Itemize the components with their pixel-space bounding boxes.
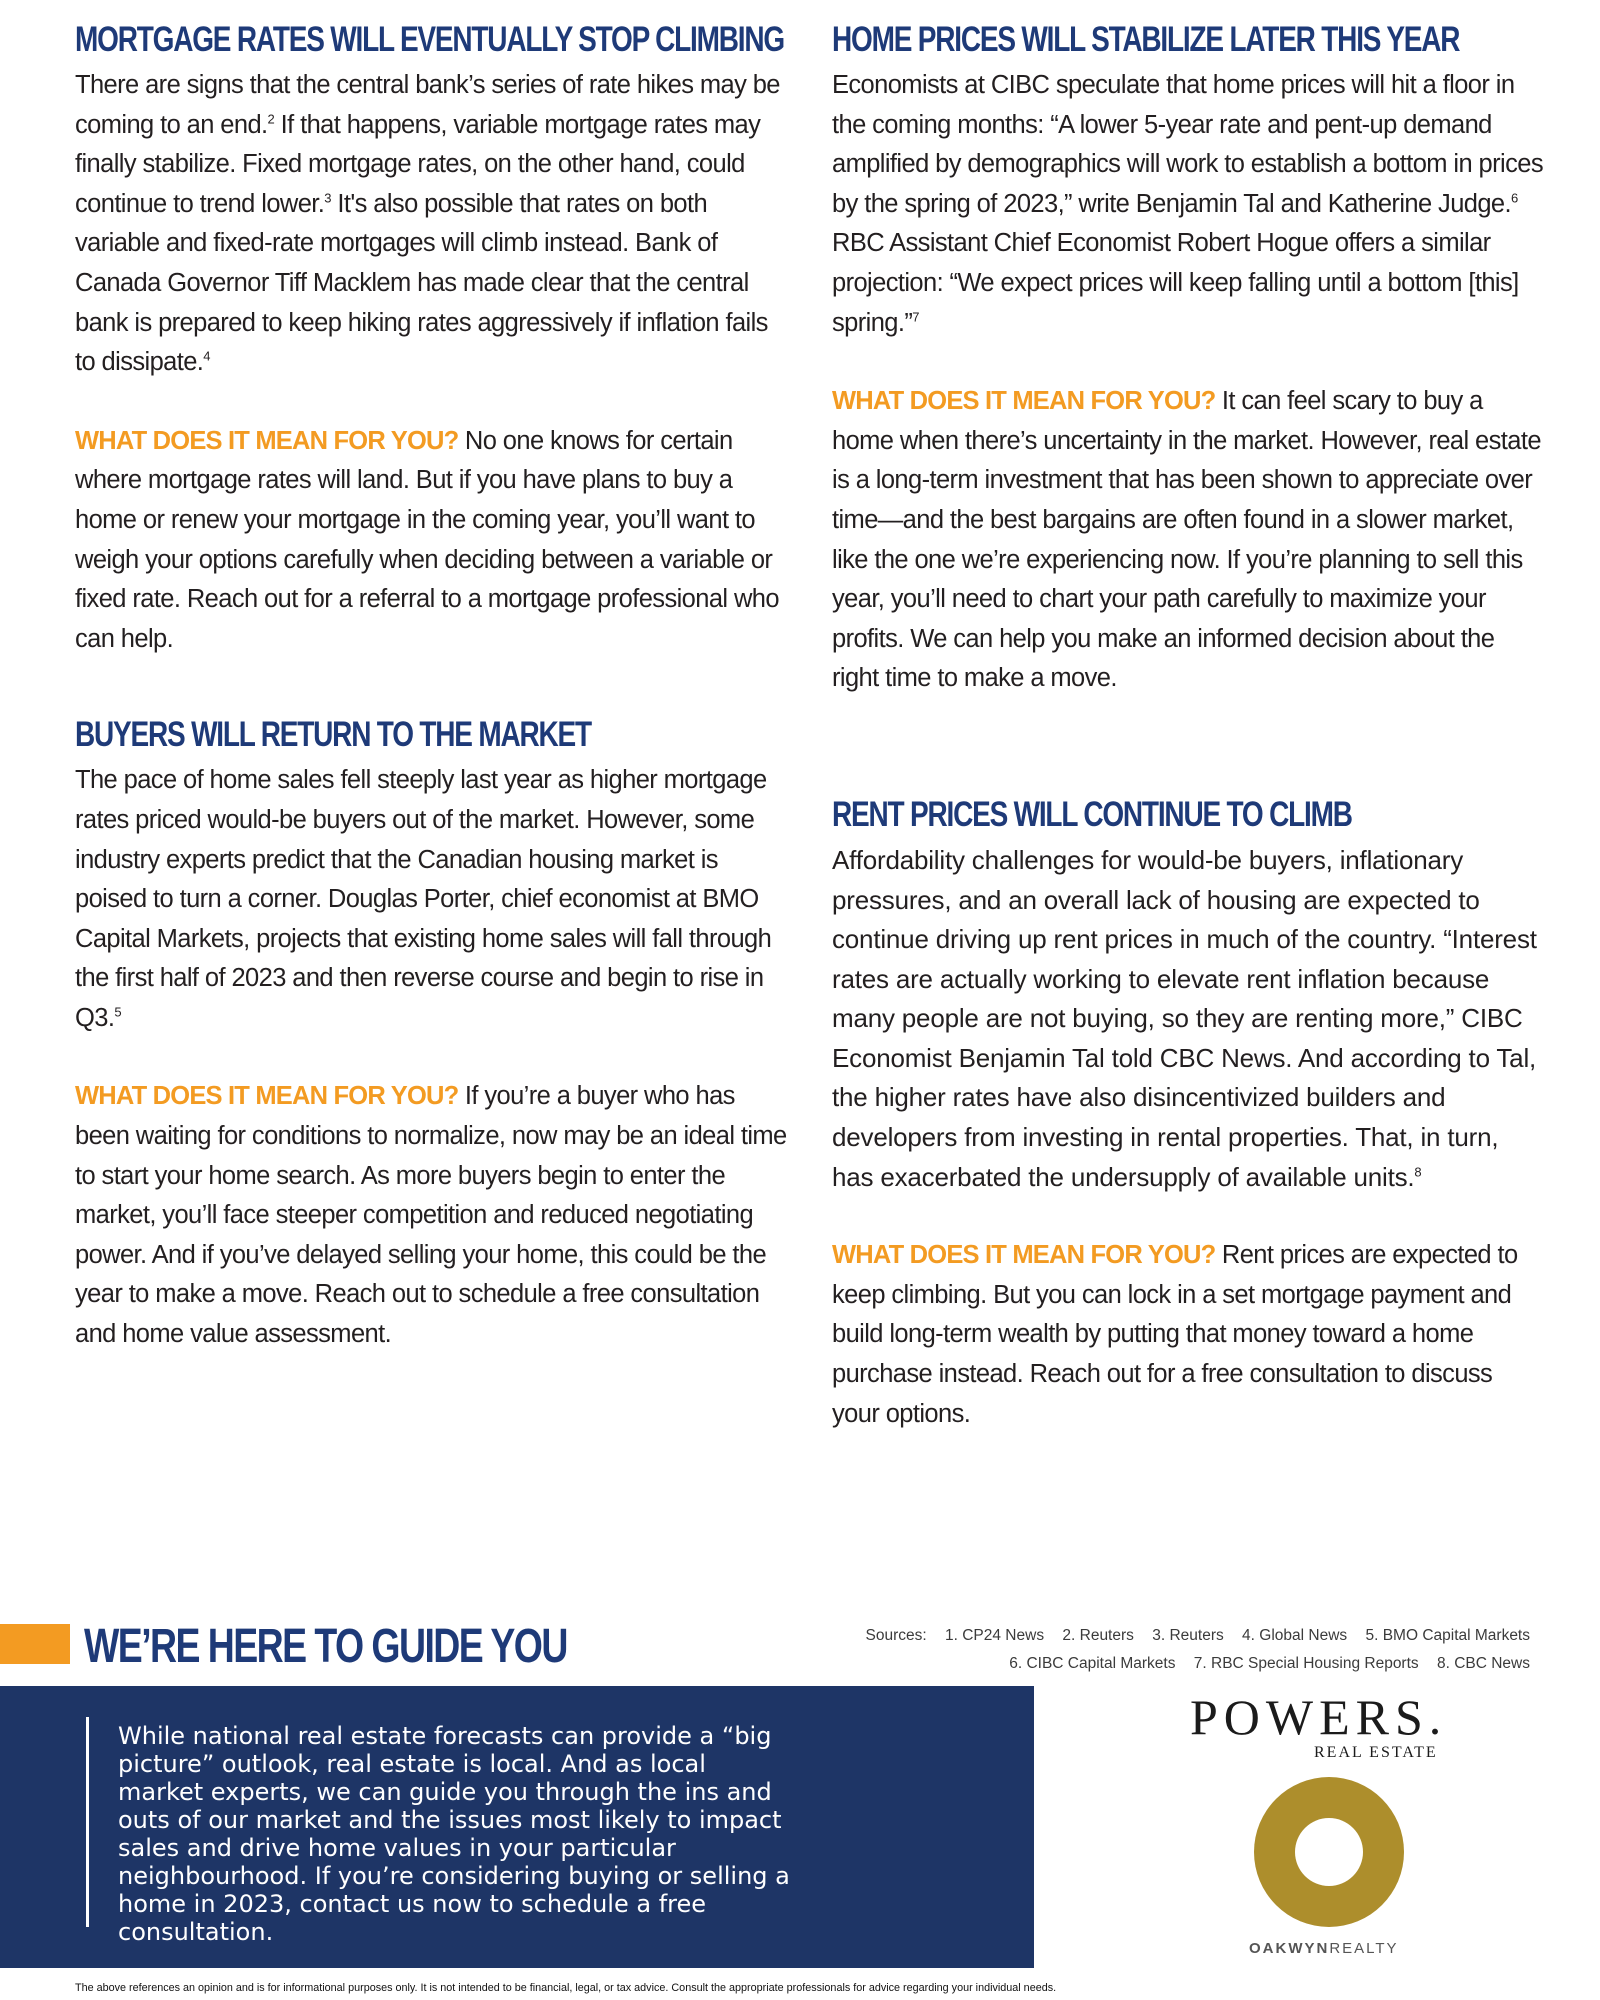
- guide-box: [0, 1686, 1034, 1968]
- section-heading: BUYERS WILL RETURN TO THE MARKET: [75, 715, 591, 755]
- meaning-paragraph: WHAT DOES IT MEAN FOR YOU? No one knows for certain where mortgage rates will land. But if you have plans to buy a home or renew your mortgage in the coming year, you’ll want to weigh your options carefully when deciding between a variable or fixed rate. Reach out for a referral to a mortgage professional who can help.: [75, 426, 779, 653]
- brand-ring-icon: [1254, 1777, 1404, 1927]
- section-buyers-return: [75, 709, 787, 1354]
- source-item: 5. BMO Capital Markets: [1365, 1627, 1530, 1644]
- brand-logo-wordmark: POWERS.: [1190, 1689, 1448, 1745]
- section-heading: RENT PRICES WILL CONTINUE TO CLIMB: [832, 794, 1352, 834]
- meaning-paragraph: WHAT DOES IT MEAN FOR YOU? If you’re a buyer who has been waiting for conditions to normalize, now may be an ideal time to start your home search. As more buyers begin to enter the market, you’ll face steeper competition and reduced negotiating power. And if you’ve delayed selling your home, this could be the year to make a move. Reach out to schedule a free consultation and home value assessment.: [75, 1082, 787, 1349]
- left-column: [75, 14, 787, 1355]
- lead-in: WHAT DOES IT MEAN FOR YOU?: [832, 1241, 1216, 1270]
- section-rent-prices: [832, 789, 1544, 1434]
- meaning-paragraph: WHAT DOES IT MEAN FOR YOU? It can feel scary to buy a home when there’s uncertainty in the market. However, real estate is a long-term investment that has been shown to appreciate over time—and the best bargains are often found in a slower market, like the one we’re experiencing now. If you’re planning to sell this year, you’ll need to chart your path carefully to maximize your profits. We can help you make an informed decision about the right time to make a move.: [832, 387, 1541, 693]
- body-paragraph: There are signs that the central bank’s series of rate hikes may be coming to an end.$^2$ If that happens, variable mortgage rates may finally stabilize. Fixed mortgage rates, on the other hand, could continue to trend lower.$^3$ It's also possible that rates on both variable and fixed-rate mortgages will climb instead. Bank of Canada Governor Tiff Macklem has made clear that the central bank is prepared to keep hiking rates aggressively if inflation fails to dissipate.$^4$: [75, 71, 780, 377]
- source-item: 3. Reuters: [1152, 1627, 1224, 1644]
- meaning-paragraph: WHAT DOES IT MEAN FOR YOU? Rent prices are expected to keep climbing. But you can lock in a set mortgage payment and build long-term wealth by putting that money toward a home purchase instead. Reach out for a free consultation to discuss your options.: [832, 1241, 1518, 1428]
- sources-row: [770, 1622, 1530, 1650]
- right-column: [832, 14, 1544, 1434]
- source-item: 8. CBC News: [1436, 1655, 1530, 1672]
- source-item: 1. CP24 News: [945, 1627, 1045, 1644]
- brand-logo-subtitle: REAL ESTATE: [1314, 1744, 1438, 1761]
- section-heading: MORTGAGE RATES WILL EVENTUALLY STOP CLIMBING: [75, 20, 784, 59]
- section-heading: HOME PRICES WILL STABILIZE LATER THIS YEAR: [832, 20, 1460, 59]
- body-paragraph: The pace of home sales fell steeply last year as higher mortgage rates priced would-be buyers out of the market. However, some industry experts predict that the Canadian housing market is poised to turn a corner. Douglas Porter, chief economist at BMO Capital Markets, projects that existing home sales will fall through the first half of 2023 and then reverse course and begin to rise in Q3.$^5$: [75, 766, 772, 1032]
- sources-row: [770, 1650, 1530, 1678]
- sources-list: [770, 1622, 1530, 1678]
- body-paragraph: Economists at CIBC speculate that home prices will hit a floor in the coming months: “A lower 5-year rate and pent-up demand amplified by demographics will work to establish a bottom in prices by the spring of 2023,” write Benjamin Tal and Katherine Judge.$^6$ RBC Assistant Chief Economist Robert Hogue offers a similar projection: “We expect prices will keep falling until a bottom [this] spring.”$^7$: [832, 71, 1543, 337]
- body-paragraph: Affordability challenges for would-be buyers, inflationary pressures, and an overall lack of housing are expected to continue driving up rent prices in much of the country. “Interest rates are actually working to elevate rent inflation because many people are not buying, so they are renting more,” CIBC Economist Benjamin Tal told CBC News. And according to Tal, the higher rates have also disincentivized builders and developers from investing in rental properties. That, in turn, has exacerbated the undersupply of available units.$^8$: [832, 844, 1537, 1192]
- sources-label: Sources:: [865, 1627, 927, 1644]
- source-item: 7. RBC Special Housing Reports: [1193, 1655, 1419, 1672]
- accent-bar: [0, 1624, 70, 1664]
- guide-heading: WE’RE HERE TO GUIDE YOU: [84, 1620, 567, 1673]
- quote-rule: [86, 1717, 89, 1927]
- section-mortgage-rates: [75, 14, 787, 659]
- lead-in: WHAT DOES IT MEAN FOR YOU?: [832, 387, 1216, 416]
- source-item: 4. Global News: [1242, 1627, 1348, 1644]
- brokerage-name: OAKWYNREALTY: [1249, 1940, 1399, 1957]
- disclaimer: The above references an opinion and is for informational purposes only. It is not intended to be financial, legal, or tax advice. Consult the appropriate professionals for advice regarding your individual needs.: [75, 1982, 1057, 1994]
- source-item: 2. Reuters: [1062, 1627, 1134, 1644]
- guide-text: While national real estate forecasts can provide a “big picture” outlook, real estate is local. And as local market experts, we can guide you through the ins and outs of our market and the issues most likely to impact sales and drive home values in your particular neighbourhood. If you’re considering buying or selling a home in 2023, contact us now to schedule a free consultation.: [118, 1722, 790, 1946]
- lead-in: WHAT DOES IT MEAN FOR YOU?: [75, 1082, 459, 1111]
- source-item: 6. CIBC Capital Markets: [1009, 1655, 1176, 1672]
- lead-in: WHAT DOES IT MEAN FOR YOU?: [75, 426, 459, 455]
- section-home-prices: [832, 14, 1544, 699]
